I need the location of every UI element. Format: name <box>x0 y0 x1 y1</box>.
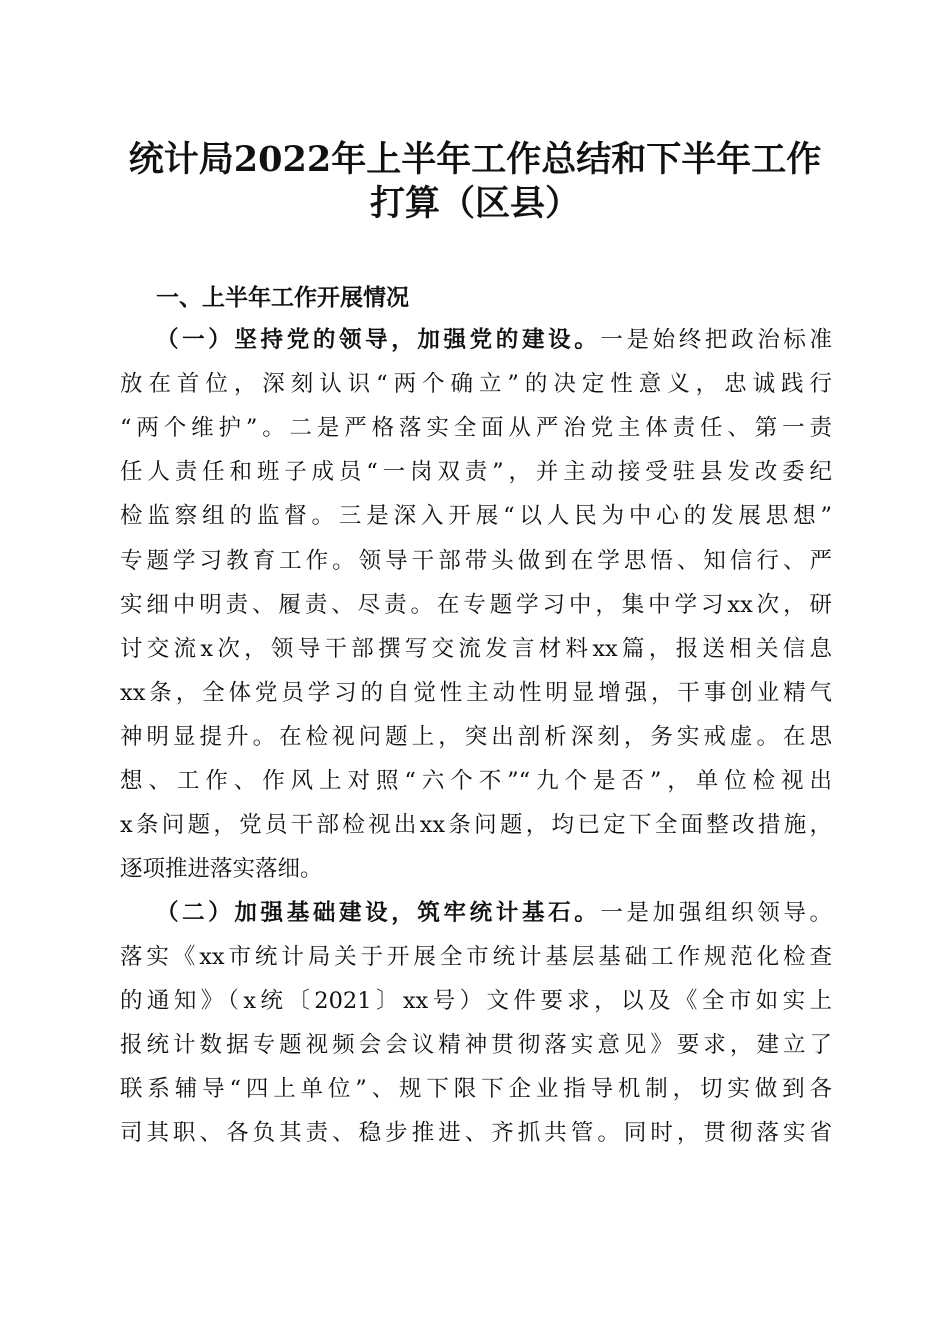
paragraph-2-line-6: 司其职、各负其责、稳步推进、齐抓共管。同时，贯彻落实省 <box>120 1120 832 1146</box>
document-title-line-1: 统计局2022年上半年工作总结和下半年工作 <box>128 139 822 180</box>
paragraph-1-line-5: 检监察组的监督。三是深入开展“以人民为中心的发展思想” <box>120 503 832 529</box>
paragraph-1-line-7: 实细中明责、履责、尽责。在专题学习中，集中学习xx次，研 <box>120 592 832 618</box>
paragraph-1-line-1-text: 一是始终把政治标准 <box>600 327 832 353</box>
paragraph-2-lead: （二）加强基础建设，筑牢统计基石。 <box>156 900 601 926</box>
section-heading: 一、上半年工作开展情况 <box>156 285 409 311</box>
paragraph-2-line-3: 的通知》（x统〔2021〕xx号）文件要求，以及《全市如实上 <box>120 988 832 1014</box>
paragraph-1-line-2: 放在首位，深刻认识“两个确立”的决定性意义，忠诚践行 <box>120 371 832 397</box>
paragraph-1-line-6: 专题学习教育工作。领导干部带头做到在学思悟、知信行、严 <box>120 548 832 574</box>
paragraph-2-line-4: 报统计数据专题视频会会议精神贯彻落实意见》要求，建立了 <box>120 1032 832 1058</box>
paragraph-2-line-1-text: 一是加强组织领导。 <box>600 900 832 926</box>
paragraph-1-line-10: 神明显提升。在检视问题上，突出剖析深刻，务实戒虚。在思 <box>120 724 832 750</box>
paragraph-1-line-3: “两个维护”。二是严格落实全面从严治党主体责任、第一责 <box>120 415 832 441</box>
paragraph-1-line-13: 逐项推进落实落细。 <box>120 856 323 882</box>
paragraph-1-line-8: 讨交流x次，领导干部撰写交流发言材料xx篇，报送相关信息 <box>120 636 832 662</box>
paragraph-1-lead: （一）坚持党的领导，加强党的建设。 <box>156 327 601 353</box>
document-title-line-2: 打算（区县） <box>369 183 580 224</box>
paragraph-1-line-12: x条问题，党员干部检视出xx条问题，均已定下全面整改措施， <box>120 812 832 838</box>
paragraph-2-line-1 <box>156 897 832 929</box>
paragraph-1-line-11: 想、工作、作风上对照“六个不”“九个是否”，单位检视出 <box>120 768 832 794</box>
paragraph-1-line-4: 任人责任和班子成员“一岗双责”，并主动接受驻县发改委纪 <box>120 459 832 485</box>
paragraph-1-line-1 <box>156 324 832 356</box>
paragraph-2-line-2: 落实《xx市统计局关于开展全市统计基层基础工作规范化检查 <box>120 944 832 970</box>
paragraph-2-line-5: 联系辅导“四上单位”、规下限下企业指导机制，切实做到各 <box>120 1076 832 1102</box>
paragraph-1-line-9: xx条，全体党员学习的自觉性主动性明显增强，干事创业精气 <box>120 680 832 706</box>
